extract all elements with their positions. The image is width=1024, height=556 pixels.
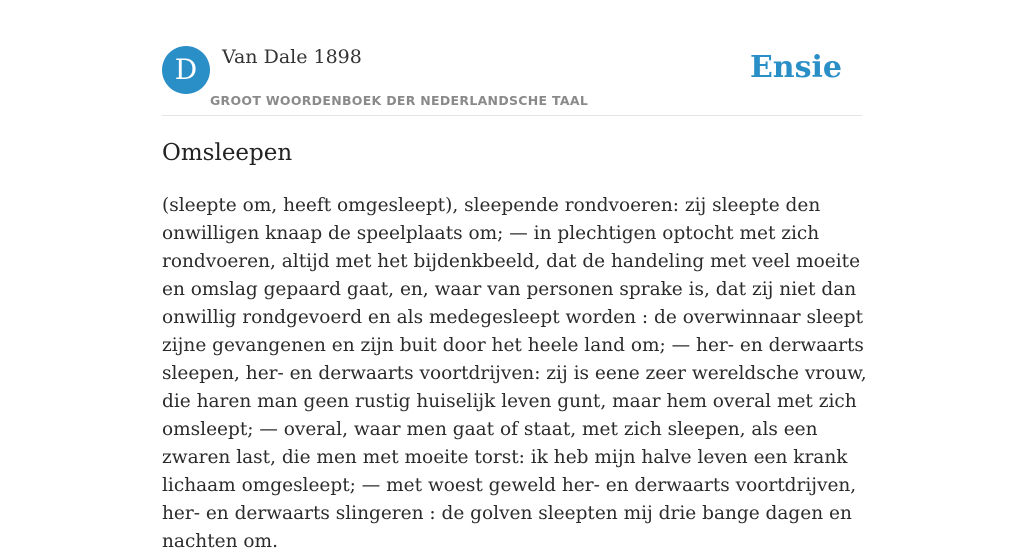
dictionary-logo-icon[interactable]: D (162, 46, 210, 94)
entry-definition: (sleepte om, heeft omgesleept), sleepende rondvoeren: zij sleepte den onwilligen knaap de speelplaats om; — in plechtigen optocht met zich rondvoeren, altijd met het bijdenkbeeld, dat de handeling met veel moeite en omslag gepaard gaat, en, waar van personen sprake is, dat zij niet dan onwillig rondgevoerd en als medegesleept worden : de overwinnaar sleept zijne gevangenen en zijn buit door het heele land om; — her- en derwaarts sleepen, her- en derwaarts voortdrijven: zij is eene zeer wereldsche vrouw, die haren man geen rustig huiselijk leven gunt, maar hem overal met zich omsleept; — overal, waar men gaat of staat, met zich sleepen, als een zwaren last, die men met moeite torst: ik heb mijn halve leven een krank lichaam omgesleept; — met woest geweld her- en derwaarts voortdrijven, her- en derwaarts slingeren : de golven sleepten mij drie bange dagen en nachten om. (162, 195, 867, 552)
header (162, 46, 862, 116)
entry-title: Omsleepen (162, 140, 293, 166)
dictionary-subtitle: GROOT WOORDENBOEK DER NEDERLANDSCHE TAAL (210, 93, 589, 108)
header-divider (162, 115, 862, 116)
brand-logo[interactable]: Ensie (749, 50, 842, 85)
dictionary-name[interactable]: Van Dale 1898 (222, 46, 362, 68)
